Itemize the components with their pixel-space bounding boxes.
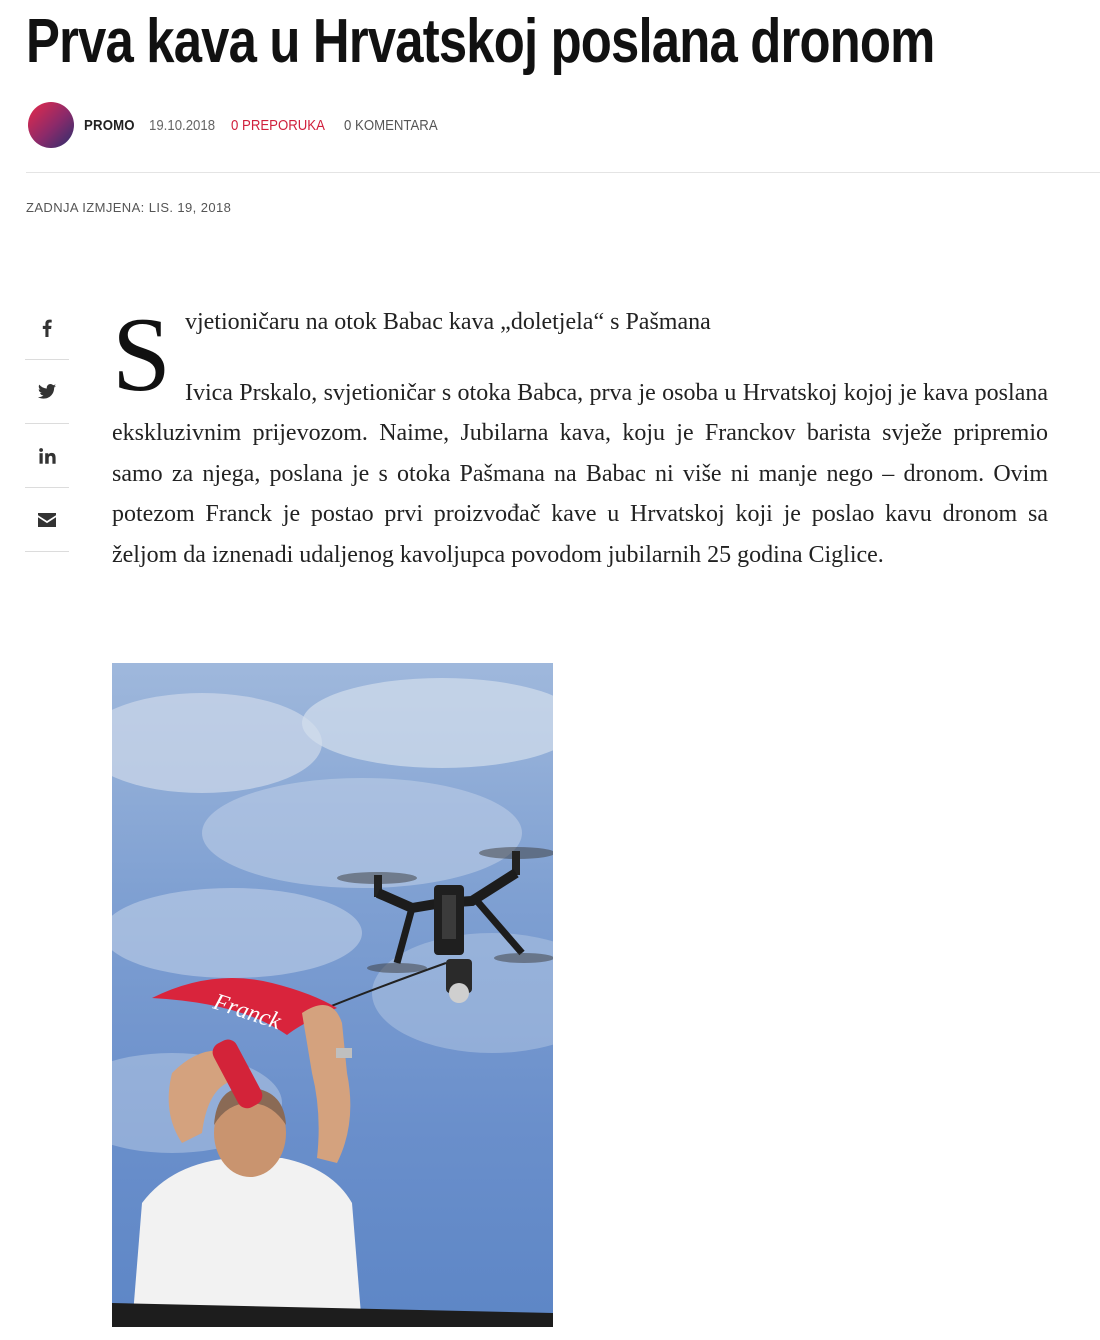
twitter-icon (38, 384, 56, 399)
share-bar (25, 296, 69, 552)
share-twitter-button[interactable] (25, 360, 69, 424)
article-paragraph: Ivica Prskalo, svjetioničar s otoka Babca, prva je osoba u Hrvatskoj kojoj je kava poslana ekskluzivnim prijevozom. Naime, Jubilarna kava, koju je Franckov barista svježe pripremio samo za njega, poslana je s otoka Pašmana na Babac ni više ni manje nego – dronom. Ovim potezom Franck je postao prvi proizvođač kave u Hrvatskoj koji je poslao kavu dronom sa željom da iznenadi udaljenog kavoljupca povodom jubilarnih 25 godina Ciglice. (112, 379, 1048, 568)
meta-divider (26, 172, 1100, 173)
share-linkedin-button[interactable] (25, 424, 69, 488)
comments-link[interactable]: 0 KOMENTARA (344, 116, 439, 134)
article-photo (112, 663, 553, 1327)
article-meta (28, 102, 451, 148)
recommendations-link[interactable]: 0 PREPORUKA (230, 116, 325, 134)
linkedin-icon (39, 448, 56, 464)
author-link[interactable]: PROMO (84, 116, 135, 134)
publish-date: 19.10.2018 (148, 116, 215, 134)
share-email-button[interactable] (25, 488, 69, 552)
share-facebook-button[interactable] (25, 296, 69, 360)
author-avatar[interactable] (28, 102, 74, 148)
facebook-icon (42, 319, 52, 337)
last-modified: ZADNJA IZMJENA: LIS. 19, 2018 (26, 200, 232, 215)
photo-illustration (112, 663, 553, 1327)
article-title: Prva kava u Hrvatskoj poslana dronom (26, 7, 935, 76)
drop-cap: S (112, 296, 171, 413)
article-lead: vjetioničaru na otok Babac kava „doletjela“ s Pašmana (184, 309, 711, 335)
email-icon (38, 513, 56, 527)
flag-text: Franck (210, 988, 285, 1036)
article-body (112, 296, 1048, 575)
